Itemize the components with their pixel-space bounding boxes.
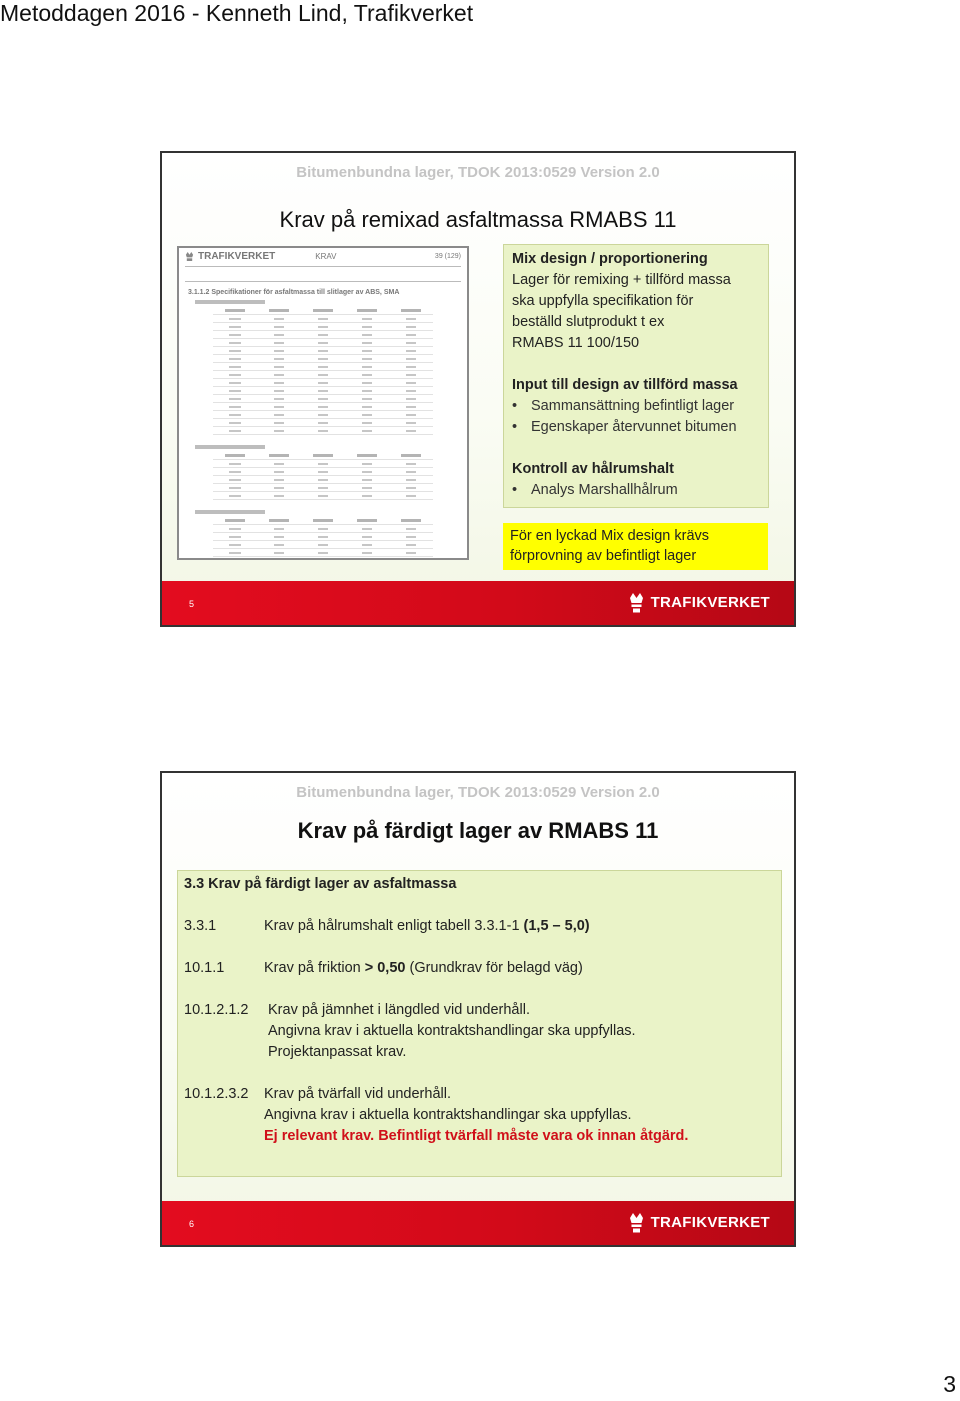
requirement-row bbox=[184, 958, 775, 979]
list-item: • Analys Marshallhålrum bbox=[512, 480, 760, 501]
requirement-text: Projektanpassat krav. bbox=[268, 1044, 407, 1060]
logo-text: TRAFIKVERKET bbox=[650, 593, 770, 611]
page-number: 3 bbox=[943, 1371, 956, 1397]
slide-subtitle: Bitumenbundna lager, TDOK 2013:0529 Version 2.0 bbox=[296, 164, 660, 181]
note-line: förprovning av befintligt lager bbox=[510, 548, 697, 564]
slide-footer bbox=[162, 581, 794, 625]
doc-logo-text: TRAFIKVERKET bbox=[198, 250, 276, 262]
trafikverket-logo bbox=[628, 1210, 770, 1234]
doc-section-label bbox=[195, 510, 265, 514]
page-header: Metoddagen 2016 - Kenneth Lind, Trafikverket bbox=[0, 0, 474, 26]
requirement-alert: Ej relevant krav. Befintligt tvärfall måste vara ok innan åtgärd. bbox=[264, 1128, 689, 1144]
control-list bbox=[512, 480, 760, 501]
requirement-text: Angivna krav i aktuella kontraktshandlingar ska uppfyllas. bbox=[268, 1023, 636, 1039]
doc-thumbnail-header bbox=[179, 248, 467, 264]
requirement-row bbox=[184, 916, 775, 937]
requirement-note: (Grundkrav för belagd väg) bbox=[405, 960, 583, 976]
doc-table-gradation bbox=[213, 307, 433, 435]
requirement-number: 3.3.1 bbox=[184, 918, 217, 934]
requirement-text: Krav på hålrumshalt enligt tabell 3.3.1-1 bbox=[264, 918, 520, 934]
slide-5 bbox=[160, 151, 796, 627]
requirement-text: Krav på friktion bbox=[264, 960, 361, 976]
slide-title: Krav på färdigt lager av RMABS 11 bbox=[297, 818, 659, 843]
requirement-value: (1,5 – 5,0) bbox=[519, 918, 590, 934]
logo-text: TRAFIKVERKET bbox=[650, 1213, 770, 1231]
trafikverket-crown-icon bbox=[628, 1210, 645, 1234]
input-list bbox=[512, 396, 760, 438]
doc-spec-heading: 3.1.1.2 Specifikationer för asfaltmassa till slitlager av ABS, SMA bbox=[188, 289, 400, 296]
requirements-box bbox=[177, 870, 782, 1177]
document-thumbnail bbox=[177, 246, 469, 560]
mix-line: Lager för remixing + tillförd massa bbox=[512, 272, 731, 288]
requirement-row bbox=[184, 1000, 775, 1063]
requirements-heading: 3.3 Krav på färdigt lager av asfaltmassa bbox=[184, 876, 457, 892]
slide-title: Krav på remixad asfaltmassa RMABS 11 bbox=[279, 207, 677, 232]
slide-footer bbox=[162, 1201, 794, 1245]
trafikverket-crown-icon bbox=[628, 590, 645, 614]
slide-subtitle: Bitumenbundna lager, TDOK 2013:0529 Version 2.0 bbox=[296, 784, 660, 801]
slide-number: 5 bbox=[189, 599, 195, 609]
slide-number: 6 bbox=[189, 1219, 195, 1229]
requirement-value: > 0,50 bbox=[360, 960, 406, 976]
doc-meta-row bbox=[185, 266, 461, 282]
doc-table-voids bbox=[213, 517, 433, 557]
note-line: För en lyckad Mix design krävs bbox=[510, 528, 710, 544]
trafikverket-crown-icon bbox=[185, 251, 194, 262]
requirement-number: 10.1.2.1.2 bbox=[184, 1002, 249, 1018]
input-heading: Input till design av tillförd massa bbox=[512, 377, 738, 393]
control-heading: Kontroll av hålrumshalt bbox=[512, 461, 674, 477]
list-item: • Sammansättning befintligt lager bbox=[512, 396, 760, 417]
doc-type: KRAV bbox=[315, 251, 337, 261]
requirement-number: 10.1.2.3.2 bbox=[184, 1086, 249, 1102]
mix-line: beställd slutprodukt t ex bbox=[512, 314, 665, 330]
doc-page-ref: 39 (129) bbox=[434, 252, 461, 260]
mix-design-heading: Mix design / proportionering bbox=[512, 251, 708, 267]
slide-6 bbox=[160, 771, 796, 1247]
requirement-row bbox=[184, 1084, 775, 1147]
list-item: • Egenskaper återvunnet bitumen bbox=[512, 417, 760, 438]
mix-design-box bbox=[503, 244, 769, 508]
doc-section-label bbox=[195, 445, 265, 449]
requirement-text: Angivna krav i aktuella kontraktshandlingar ska uppfyllas. bbox=[264, 1107, 632, 1123]
doc-table-binder bbox=[213, 452, 433, 500]
requirement-text: Krav på jämnhet i längdled vid underhåll. bbox=[268, 1002, 530, 1018]
requirement-text: Krav på tvärfall vid underhåll. bbox=[264, 1086, 451, 1102]
trafikverket-logo bbox=[628, 590, 770, 614]
note-box bbox=[503, 523, 768, 570]
mix-line: RMABS 11 100/150 bbox=[512, 335, 640, 351]
requirement-number: 10.1.1 bbox=[184, 960, 225, 976]
mix-line: ska uppfylla specifikation för bbox=[512, 293, 694, 309]
doc-section-label bbox=[195, 300, 265, 304]
